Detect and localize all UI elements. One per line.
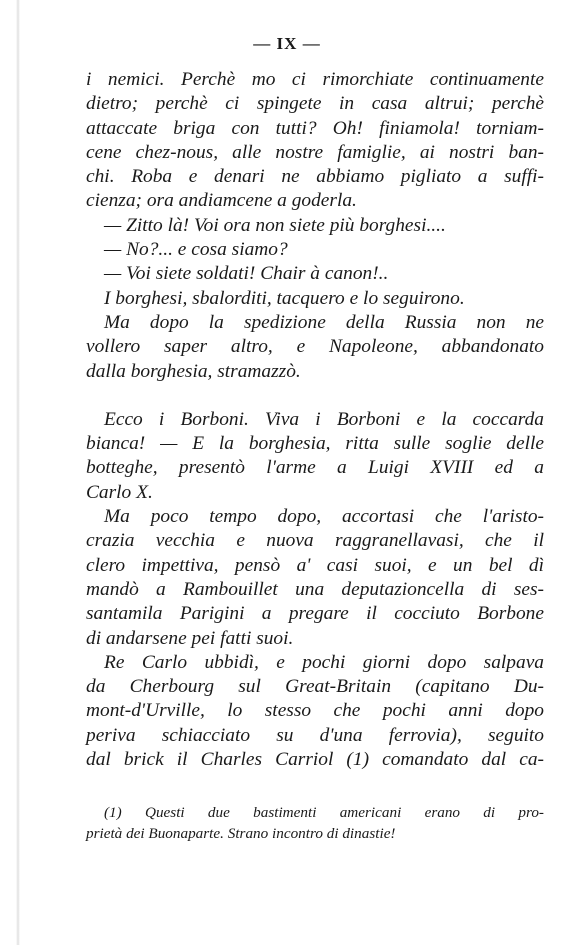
text-line: I borghesi, sbalorditi, tacquero e lo seguirono. [104, 287, 465, 309]
text-line: periva schiacciato su d'una ferrovia), seguito [86, 724, 544, 746]
paragraph [86, 287, 544, 311]
text-line: Ma poco tempo dopo, accortasi che l'aristo- [104, 506, 544, 528]
footnote-line: (1) Questi due bastimenti americani erano di pro- [104, 804, 544, 821]
paragraph [86, 505, 544, 651]
text-line: cene chez-nous, alle nostre famiglie, ai nostri ban- [86, 141, 544, 163]
paragraph [86, 408, 544, 505]
footnote [86, 802, 544, 844]
text-line: dal brick il Charles Carriol (1) comandato dal ca- [86, 749, 544, 771]
text-line: clero impettiva, pensò a' casi suoi, e un bel dì [86, 554, 544, 576]
text-line: crazia vecchia e nuova raggranellavasi, che il [86, 530, 544, 552]
text-line: — No?... e cosa siamo? [104, 239, 288, 261]
text-line: di andarsene pei fatti suoi. [86, 627, 294, 649]
text-line: mont-d'Urville, lo stesso che pochi anni dopo [86, 700, 544, 722]
page-number-header: — IX — [253, 34, 321, 53]
paragraph [86, 311, 544, 384]
text-line: cienza; ora andiamcene a goderla. [86, 190, 357, 212]
text-line: i nemici. Perchè mo ci rimorchiate continuamente [86, 69, 544, 90]
text-line: botteghe, presentò l'arme a Luigi XVIII ed a [86, 457, 544, 479]
text-line: chi. Roba e denari ne abbiamo pigliato a suffi- [86, 166, 544, 188]
text-line: Re Carlo ubbidì, e pochi giorni dopo salpava [104, 651, 544, 673]
paragraph [86, 262, 544, 286]
text-line: Ecco i Borboni. Viva i Borboni e la coccarda [104, 408, 544, 430]
text-line: bianca! — E la borghesia, ritta sulle soglie delle [86, 433, 544, 455]
footnote-line: prietà dei Buonaparte. Strano incontro di dinastie! [86, 825, 396, 842]
text-line: attaccate briga con tutti? Oh! finiamola! torniam- [86, 117, 544, 139]
text-line: vollero saper altro, e Napoleone, abbandonato [86, 336, 544, 358]
paragraph [86, 238, 544, 262]
text-line: dietro; perchè ci spingete in casa altrui; perchè [86, 93, 544, 115]
binding-shadow [16, 0, 20, 945]
paragraph-gap [86, 384, 544, 408]
text-line: santamila Parigini a pregare il cocciuto Borbone [86, 603, 544, 625]
paragraph [86, 214, 544, 238]
text-line: mandò a Rambouillet una deputazioncella di ses- [86, 578, 544, 600]
text-line: Ma dopo la spedizione della Russia non ne [104, 311, 544, 333]
paragraph [86, 68, 544, 214]
paragraph [86, 651, 544, 772]
text-line: — Voi siete soldati! Chair à canon!.. [104, 263, 389, 285]
text-line: Carlo X. [86, 481, 153, 503]
text-line: — Zitto là! Voi ora non siete più borghesi.... [104, 214, 446, 236]
text-line: dalla borghesia, stramazzò. [86, 360, 301, 382]
page-body-text [86, 68, 544, 772]
text-line: da Cherbourg sul Great-Britain (capitano Du- [86, 676, 544, 698]
